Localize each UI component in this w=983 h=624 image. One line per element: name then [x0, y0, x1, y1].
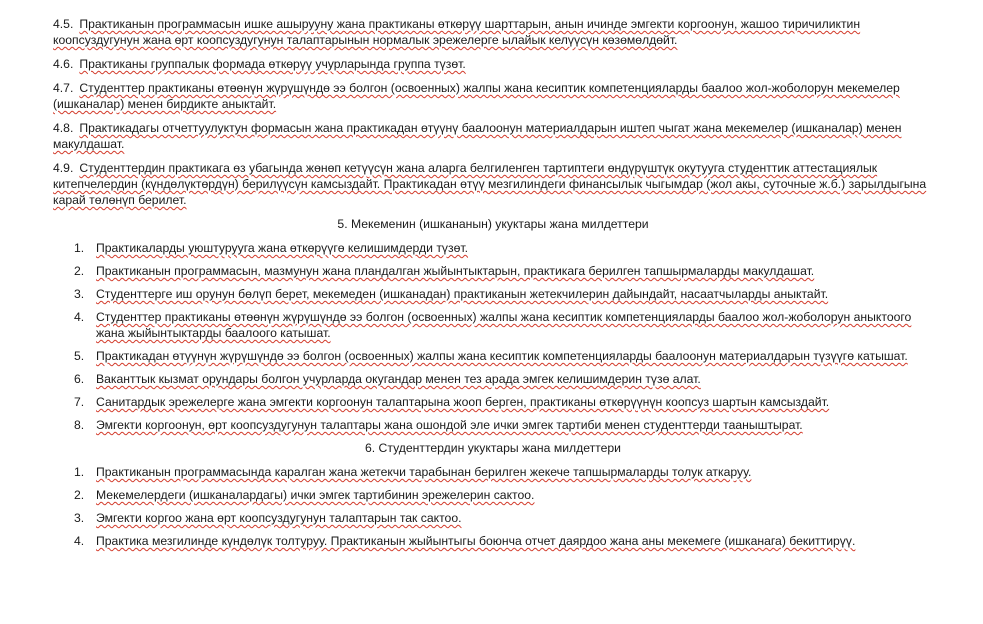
list-item-number: 4. [74, 310, 85, 324]
paragraph-number: 4.9. [53, 161, 74, 175]
list-item [53, 417, 933, 433]
list-item [53, 286, 933, 302]
paragraph-4-9 [53, 160, 933, 208]
list-item-number: 2. [74, 488, 85, 502]
list-item-text: Санитардык эрежелерге жана эмгекти коргоонун талаптарына жооп берген, практиканы өткөрүүнүн коопсуз шартын камсыздайт. [96, 395, 830, 409]
list-item-text: Практикадан өтүүнүн жүрүшүндө ээ болгон (освоенных) жалпы жана кесиптик компетенцияларды баалоонун материалдарын түзүүгө катышат. [96, 349, 908, 363]
list-item-text: Практикаларды уюштурууга жана өткөрүүгө келишимдерди түзөт. [96, 241, 469, 255]
list-item-text: Студенттер практиканы өтөөнүн жүрүшүндө ээ болгон (освоенных) жалпы жана кесиптик компетенцияларды баалоо жол-жоболорун аныктоого жана жыйынтыктарды баалоого катышат. [96, 310, 912, 340]
paragraph-text: Студенттер практиканы өтөөнүн жүрүшүндө ээ болгон (освоенных) жалпы жана кесиптик компетенцияларды баалоо жол-жоболорун мекемелер (ишканалар) менен бирдикте аныктайт. [53, 81, 900, 111]
list-item [53, 371, 933, 387]
list-item [53, 533, 933, 549]
list-item-text: Практиканын программасын, мазмунун жана пландалган жыйынтыктарын, практикага берилген тапшырмаларды макулдашат. [96, 264, 815, 278]
section-6-list [53, 464, 933, 549]
paragraph-number: 4.6. [53, 57, 74, 71]
list-item-number: 4. [74, 534, 85, 548]
paragraph-4-6 [53, 56, 933, 72]
list-item [53, 348, 933, 364]
list-item-text: Практиканын программасында каралган жана жетекчи тарабынан берилген жекече тапшырмаларды толук аткаруу. [96, 465, 752, 479]
paragraph-4-5 [53, 16, 933, 48]
list-item-number: 1. [74, 465, 85, 479]
paragraph-number: 4.7. [53, 81, 74, 95]
list-item [53, 240, 933, 256]
list-item-number: 3. [74, 511, 85, 525]
list-item-text: Эмгекти коргоонун, өрт коопсуздугунун талаптары жана ошондой эле ички эмгек тартиби менен студенттерди тааныштырат. [96, 418, 803, 432]
paragraph-4-7 [53, 80, 933, 112]
list-item-number: 8. [74, 418, 85, 432]
list-item-number: 5. [74, 349, 85, 363]
list-item-number: 3. [74, 287, 85, 301]
list-item-text: Ваканттык кызмат орундары болгон учурларда окугандар менен тез арада эмгек келишимдерин түзө алат. [96, 372, 701, 386]
list-item-text: Студенттерге иш орунун бөлүп берет, мекемеден (ишканадан) практиканын жетекчилерин дайындайт, насаатчыларды аныктайт. [96, 287, 829, 301]
paragraph-4-8 [53, 120, 933, 152]
document-body [53, 16, 933, 556]
list-item-number: 1. [74, 241, 85, 255]
list-item [53, 263, 933, 279]
list-item [53, 464, 933, 480]
list-item-text: Практика мезгилинде күндөлүк толтуруу. Практиканын жыйынтыгы боюнча отчет даярдоо жана аны мекемеге (ишканага) бекиттирүү. [96, 534, 856, 548]
list-item-number: 6. [74, 372, 85, 386]
section-5-heading: 5. Мекеменин (ишкананын) укуктары жана милдеттери [337, 217, 649, 231]
list-item-number: 7. [74, 395, 85, 409]
list-item [53, 394, 933, 410]
paragraph-text: Студенттердин практикага өз убагында жөнөп кетүүсүн жана аларга белгиленген тартиптеги өндүрүштүк окутууга студенттик аттестациялык китепчелердин (күндөлүктөрдүн) берилүүсүн камсыздайт. Практикадан өтүү мезгилиндеги финансылык чыгымдар (жол акы, суточные ж.б.) зарылдыгына карай төлөнүп берилет. [53, 161, 927, 207]
paragraph-text: Практикадагы отчеттуулуктун формасын жана практикадан өтүүнү баалоонун материалдарын иштеп чыгат жана мекемелер (ишканалар) менен макулдашат. [53, 121, 902, 151]
section-5-list [53, 240, 933, 433]
paragraph-text: Практиканын программасын ишке ашырууну жана практиканы өткөрүү шарттарын, анын ичинде эмгекти коргоонун, жашоо тиричиликтин коопсуздугунун жана өрт коопсуздугунун талаптарынын нормалык эрежелерге ылайык келүүсүн көзөмөлдөйт. [53, 17, 861, 47]
list-item-number: 2. [74, 264, 85, 278]
paragraph-number: 4.8. [53, 121, 74, 135]
list-item [53, 309, 933, 341]
list-item [53, 487, 933, 503]
paragraph-number: 4.5. [53, 17, 74, 31]
list-item-text: Эмгекти коргоо жана өрт коопсуздугунун талаптарын так сактоо. [96, 511, 462, 525]
list-item [53, 510, 933, 526]
paragraph-text: Практиканы группалык формада өткөрүү учурларында группа түзөт. [79, 57, 466, 71]
section-6-heading: 6. Студенттердин укуктары жана милдеттери [365, 441, 621, 455]
list-item-text: Мекемелердеги (ишканалардагы) ички эмгек тартибинин эрежелерин сактоо. [96, 488, 535, 502]
